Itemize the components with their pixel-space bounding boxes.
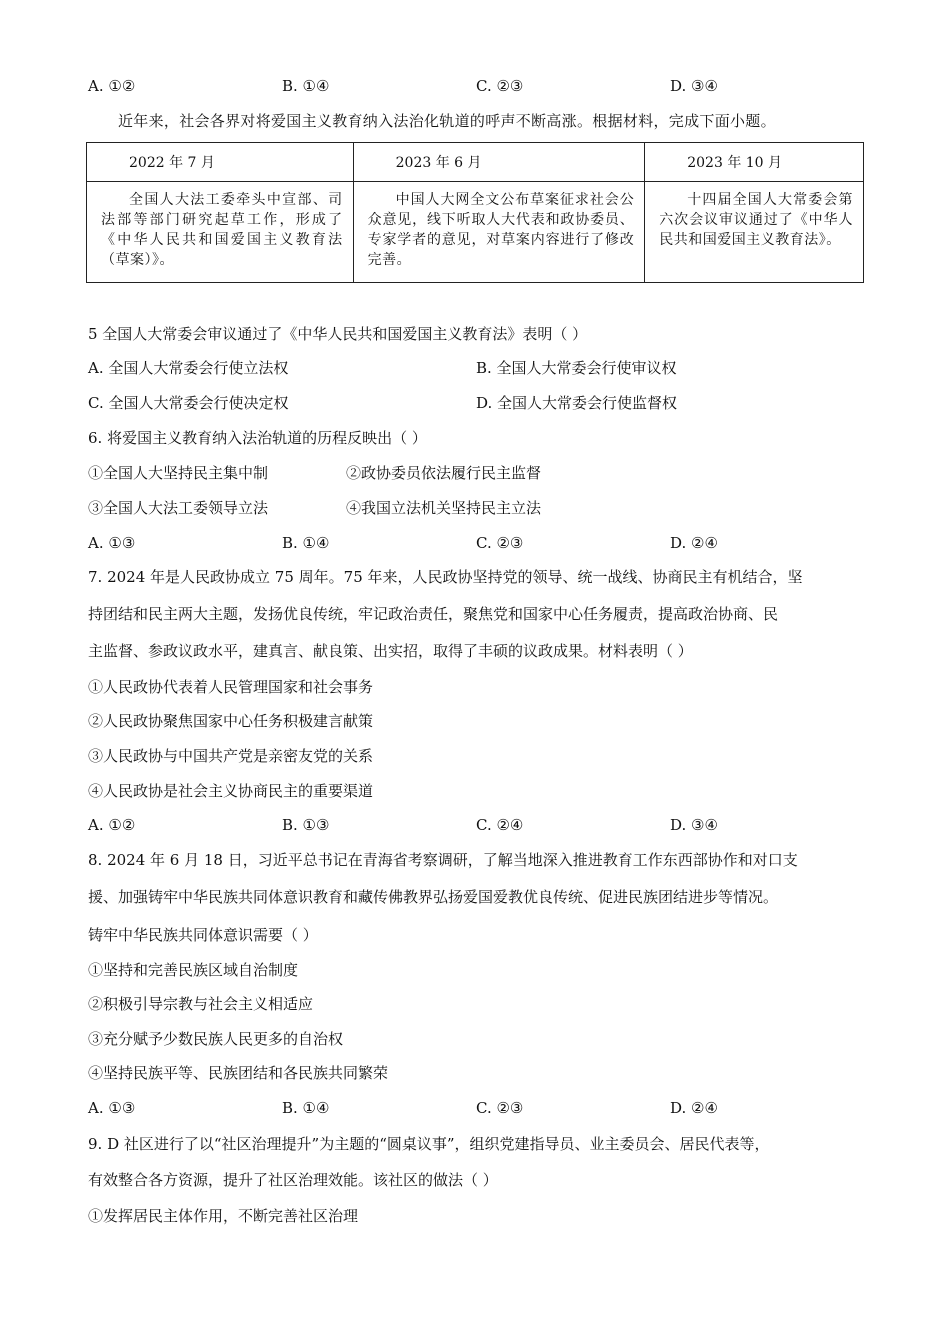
table-cell: 全国人大法工委牵头中宣部、司法部等部门研究起草工作，形成了《中华人民共和国爱国主义教育法（草案）》。 xyxy=(87,182,354,283)
table-cell: 十四届全国人大常委会第六次会议审议通过了《中华人民共和国爱国主义教育法》。 xyxy=(645,182,864,283)
q6-option-b: B. ①④ xyxy=(282,534,330,552)
table-cell: 中国人大网全文公布草案征求社会公众意见，线下听取人大代表和政协委员、专家学者的意见，对草案内容进行了修改完善。 xyxy=(353,182,645,283)
q7-option-d: D. ③④ xyxy=(670,816,718,834)
q7-item-4: ④人民政协是社会主义协商民主的重要渠道 xyxy=(88,782,374,800)
q6-item-3: ③全国人大法工委领导立法 xyxy=(88,499,269,517)
table-header: 2022 年 7 月 xyxy=(87,143,354,182)
material-table xyxy=(86,142,864,283)
q5-stem: 5 全国人大常委会审议通过了《中华人民共和国爱国主义教育法》表明（ ） xyxy=(88,325,588,343)
option-a: A. ①② xyxy=(88,77,136,95)
q5-option-a: A. 全国人大常委会行使立法权 xyxy=(88,359,289,377)
q8-stem-line-3: 铸牢中华民族共同体意识需要（ ） xyxy=(88,926,318,944)
option-b: B. ①④ xyxy=(282,77,330,95)
option-d: D. ③④ xyxy=(670,77,718,95)
q8-option-a: A. ①③ xyxy=(88,1099,136,1117)
q8-item-2: ②积极引导宗教与社会主义相适应 xyxy=(88,995,314,1013)
prev-question-options xyxy=(88,76,868,96)
q8-option-c: C. ②③ xyxy=(476,1099,524,1117)
q7-option-c: C. ②④ xyxy=(476,816,524,834)
q6-items-row2 xyxy=(88,498,868,518)
q6-options xyxy=(88,533,868,553)
material-intro: 近年来，社会各界对将爱国主义教育纳入法治化轨道的呼声不断高涨。根据材料，完成下面小题。 xyxy=(118,112,776,130)
q5-options-row2 xyxy=(88,393,868,413)
q7-stem-line-1: 7. 2024 年是人民政协成立 75 周年。75 年来，人民政协坚持党的领导、统一战线、协商民主有机结合，坚 xyxy=(88,568,803,586)
q9-item-1: ①发挥居民主体作用，不断完善社区治理 xyxy=(88,1207,359,1225)
option-c: C. ②③ xyxy=(476,77,524,95)
q5-option-c: C. 全国人大常委会行使决定权 xyxy=(88,394,289,412)
q6-stem: 6. 将爱国主义教育纳入法治轨道的历程反映出（ ） xyxy=(88,429,427,447)
table-row xyxy=(87,182,864,283)
q6-items-row1 xyxy=(88,463,868,483)
q7-item-2: ②人民政协聚焦国家中心任务积极建言献策 xyxy=(88,712,374,730)
table-header: 2023 年 10 月 xyxy=(645,143,864,182)
q7-option-a: A. ①② xyxy=(88,816,136,834)
q8-item-3: ③充分赋予少数民族人民更多的自治权 xyxy=(88,1030,344,1048)
q7-stem-line-3: 主监督、参政议政水平，建真言、献良策、出实招，取得了丰硕的议政成果。材料表明（ ） xyxy=(88,642,693,660)
q8-item-4: ④坚持民族平等、民族团结和各民族共同繁荣 xyxy=(88,1064,389,1082)
q8-item-1: ①坚持和完善民族区域自治制度 xyxy=(88,961,299,979)
q5-option-b: B. 全国人大常委会行使审议权 xyxy=(476,359,677,377)
q5-options-row1 xyxy=(88,358,868,378)
table-header: 2023 年 6 月 xyxy=(353,143,645,182)
q8-option-b: B. ①④ xyxy=(282,1099,330,1117)
q9-stem-line-2: 有效整合各方资源，提升了社区治理效能。该社区的做法（ ） xyxy=(88,1171,498,1189)
q8-option-d: D. ②④ xyxy=(670,1099,718,1117)
table-header-row xyxy=(87,143,864,182)
q6-item-1: ①全国人大坚持民主集中制 xyxy=(88,464,269,482)
q6-option-c: C. ②③ xyxy=(476,534,524,552)
q8-stem-line-1: 8. 2024 年 6 月 18 日，习近平总书记在青海省考察调研，了解当地深入推进教育工作东西部协作和对口支 xyxy=(88,851,798,869)
q9-stem-line-1: 9. D 社区进行了以“社区治理提升”为主题的“圆桌议事”，组织党建指导员、业主委员会、居民代表等， xyxy=(88,1135,770,1153)
q6-item-4: ④我国立法机关坚持民主立法 xyxy=(346,499,542,517)
q6-item-2: ②政协委员依法履行民主监督 xyxy=(346,464,542,482)
q6-option-a: A. ①③ xyxy=(88,534,136,552)
q7-item-3: ③人民政协与中国共产党是亲密友党的关系 xyxy=(88,747,374,765)
q7-stem-line-2: 持团结和民主两大主题，发扬优良传统，牢记政治责任，聚焦党和国家中心任务履责，提高政治协商、民 xyxy=(88,605,779,623)
q5-option-d: D. 全国人大常委会行使监督权 xyxy=(476,394,678,412)
q8-stem-line-2: 援、加强铸牢中华民族共同体意识教育和藏传佛教界弘扬爱国爱教优良传统、促进民族团结进步等情况。 xyxy=(88,888,779,906)
q7-options xyxy=(88,815,868,835)
q7-item-1: ①人民政协代表着人民管理国家和社会事务 xyxy=(88,678,374,696)
q8-options xyxy=(88,1098,868,1118)
q7-option-b: B. ①③ xyxy=(282,816,330,834)
q6-option-d: D. ②④ xyxy=(670,534,718,552)
